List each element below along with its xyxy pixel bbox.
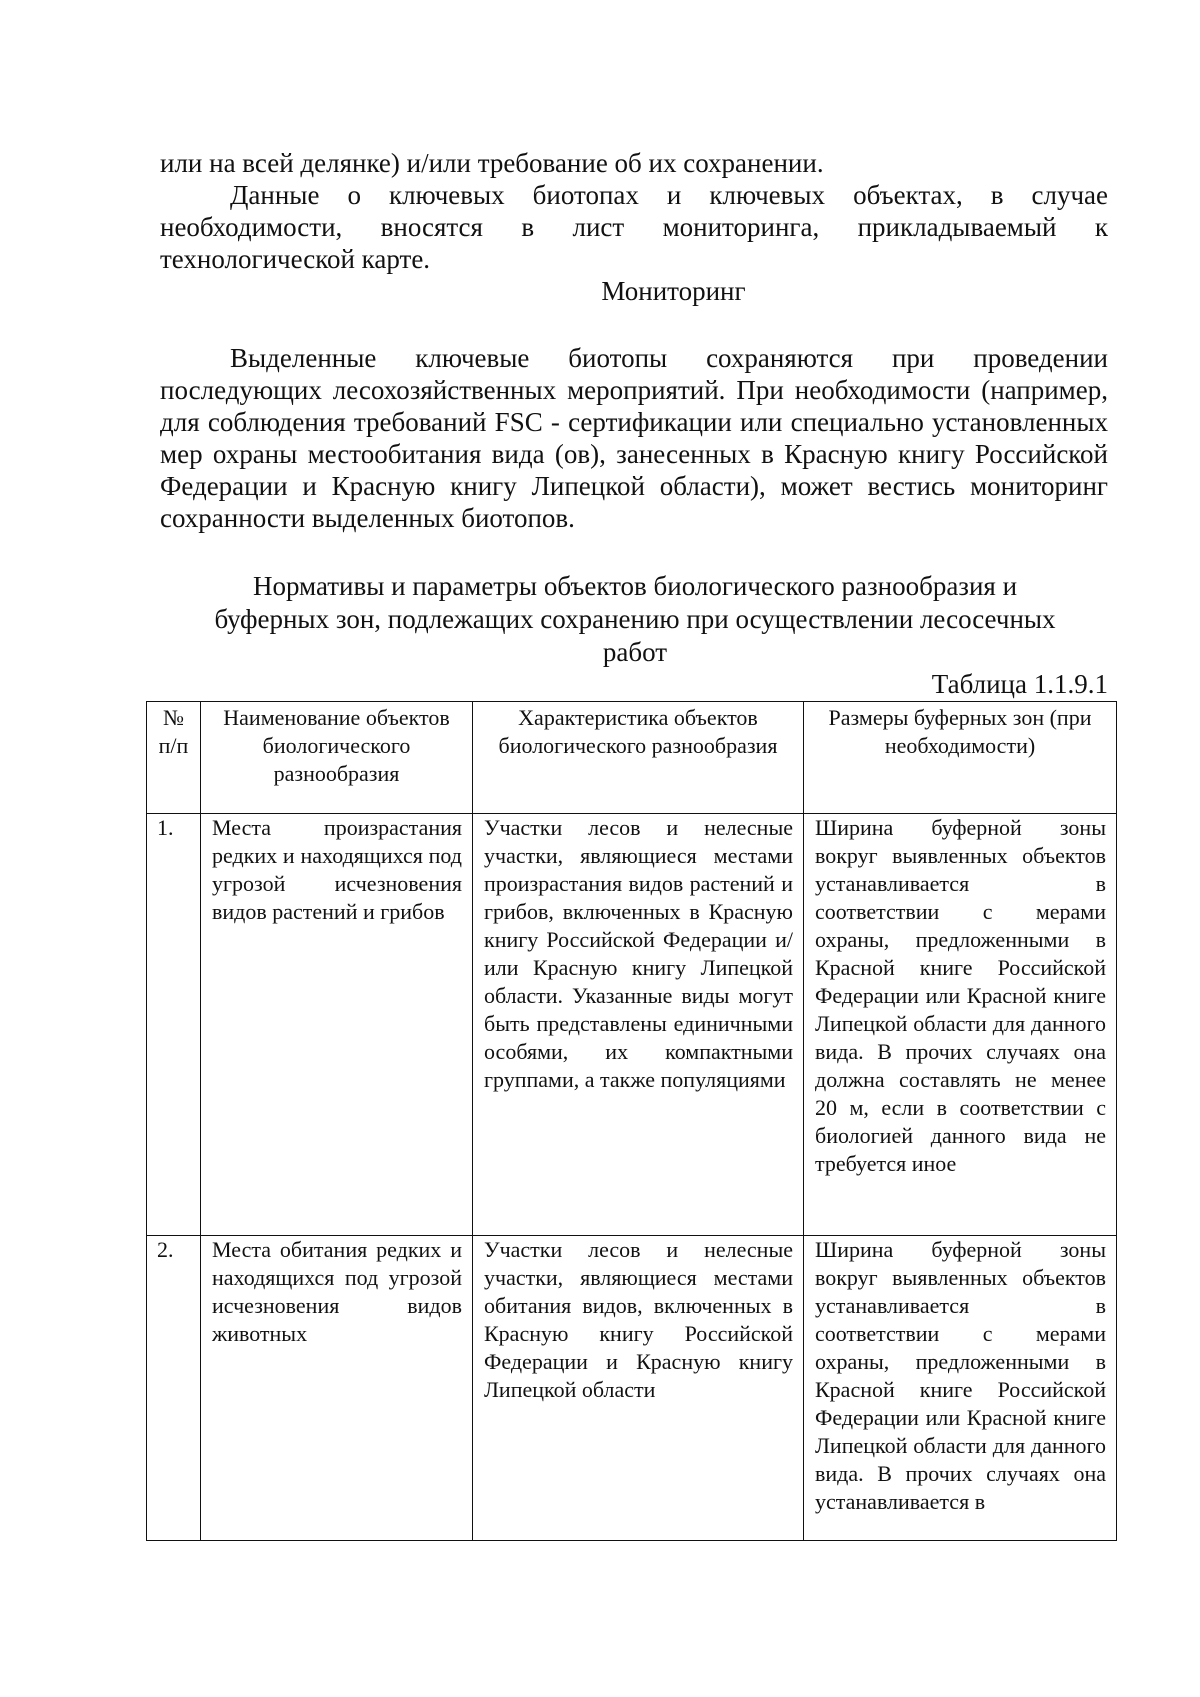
cell-characteristic: Участки лесов и нелесные участки, являющиеся местами произрастания видов растений и грибов, включенных в Красную книгу Российской Федерации и/или Красную книгу Липецкой области. Указанные виды могут быть представлены единичными особями, их компактными группами, а также популяциями: [473, 814, 804, 1236]
biodiversity-norms-table: [146, 701, 1117, 1541]
header-num: № п/п: [147, 702, 201, 814]
table-title-line-1: Нормативы и параметры объектов биологического разнообразия и: [252, 571, 1018, 601]
table-title-line-2: буферных зон, подлежащих сохранению при осуществлении лесосечных: [214, 604, 1056, 634]
paragraph-monitoring: Выделенные ключевые биотопы сохраняются при проведении последующих лесохозяйственных мероприятий. При необходимости (например, для соблюдения требований FSC - сертификации или специально установленных мер охраны местообитания вида (ов), занесенных в Красную книгу Российской Федерации и Красную книгу Липецкой области), может вестись мониторинг сохранности выделенных биотопов.: [160, 343, 1108, 533]
section-heading-monitoring: Мониторинг: [601, 276, 746, 306]
paragraph-continuation: или на всей делянке) и/или требование об их сохранении.: [160, 148, 824, 178]
table-row: [147, 814, 1117, 1236]
cell-name: Места обитания редких и находящихся под угрозой исчезновения видов животных: [201, 1236, 473, 1541]
header-buffer: Размеры буферных зон (при необходимости): [804, 702, 1117, 814]
cell-characteristic: Участки лесов и нелесные участки, являющиеся местами обитания видов, включенных в Красную книгу Российской Федерации и Красную книгу Липецкой области: [473, 1236, 804, 1541]
cell-buffer: Ширина буферной зоны вокруг выявленных объектов устанавливается в соответствии с мерами охраны, предложенными в Красной книге Российской Федерации или Красной книге Липецкой области для данного вида. В прочих случаях она устанавливается в: [804, 1236, 1117, 1541]
header-name: Наименование объектов биологического разнообразия: [201, 702, 473, 814]
table-row: [147, 1236, 1117, 1541]
table-title-line-3: работ: [602, 637, 668, 667]
table-header-row: [147, 702, 1117, 814]
table-title: [175, 570, 1095, 669]
paragraph-key-biotopes: Данные о ключевых биотопах и ключевых объектах, в случае необходимости, вносятся в лист мониторинга, прикладываемый к технологической карте.: [160, 180, 1108, 274]
cell-name: Места произрастания редких и находящихся под угрозой исчезновения видов растений и грибов: [201, 814, 473, 1236]
cell-num: 1.: [147, 814, 201, 1236]
cell-buffer: Ширина буферной зоны вокруг выявленных объектов устанавливается в соответствии с мерами охраны, предложенными в Красной книге Российской Федерации или Красной книге Липецкой области для данного вида. В прочих случаях она должна составлять не менее 20 м, если в соответствии с биологией данного вида не требуется иное: [804, 814, 1117, 1236]
header-characteristic: Характеристика объектов биологического разнообразия: [473, 702, 804, 814]
table-number-label: Таблица 1.1.9.1: [931, 669, 1108, 699]
cell-num: 2.: [147, 1236, 201, 1541]
